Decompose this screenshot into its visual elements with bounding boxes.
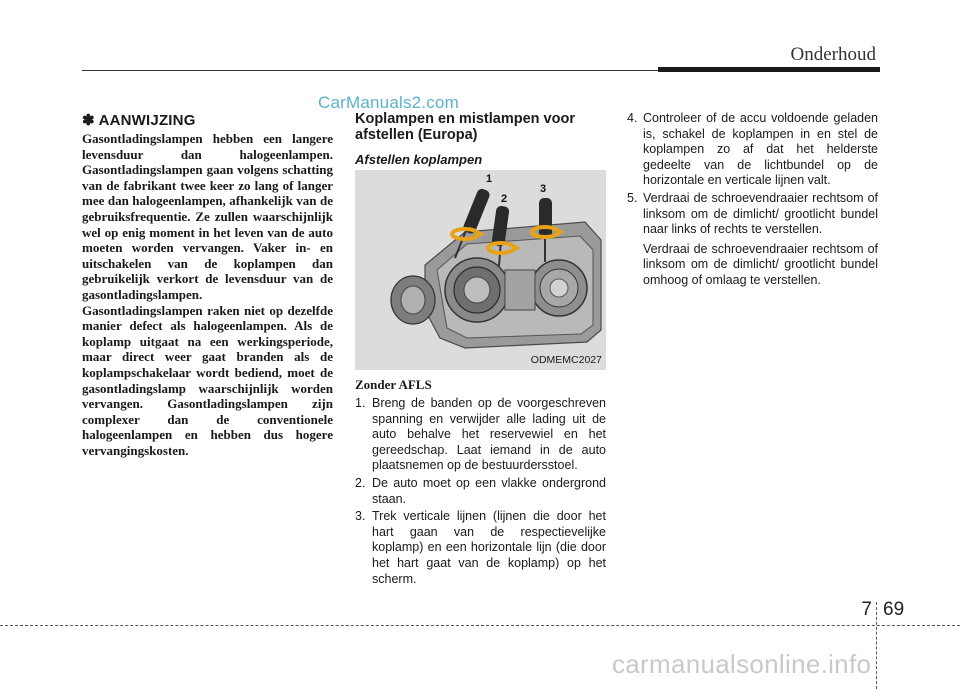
section-title: Onderhoud bbox=[790, 44, 876, 65]
step-number: 5. bbox=[627, 190, 638, 205]
zonder-afls-block bbox=[355, 377, 606, 589]
step-text: Trek verticale lijnen (lijnen die door het hart gaan van de respectievelijke koplamp) en een horizontale lijn (die door het hart gaat van de koplamp) op het scherm. bbox=[372, 509, 606, 586]
step-number: 3. bbox=[355, 509, 366, 524]
watermark-top[interactable]: CarManuals2.com bbox=[318, 93, 459, 112]
note-heading: ✽ AANWIJZING bbox=[82, 112, 196, 129]
step-text: Verdraai de schroevendraaier rechtsom of linksom om de dimlicht/ grootlicht bundel naar links of rechts te verstellen. bbox=[643, 190, 878, 237]
list-item bbox=[627, 191, 878, 289]
page-number: 69 bbox=[883, 599, 905, 620]
step-text: Controleer of de accu voldoende geladen is, schakel de koplampen in en stel de koplampen zo af dat het helderste gedeelte van de lichtbundel op de horizontale en verticale lijnen valt. bbox=[643, 111, 878, 188]
note-paragraph-1: Gasontladingslampen hebben een langere levensduur dan halogeenlampen. Gasontladingslampen gaan volgens schatting van de fabrikant twee keer zo lang of langer mee dan halogeenlampen, afhankelijk van de gebruiksfrequentie. Ze zullen waarschijnlijk wel op enig moment in het leven van de auto moeten worden vervangen. Vaker in- en uitschakelen van de koplampen dan gebruikelijk verkort de levensduur van de gasontladingslampen. bbox=[82, 131, 333, 302]
step-number: 1. bbox=[355, 396, 366, 410]
steps-list bbox=[355, 396, 606, 587]
note-paragraph-2: Gasontladingslampen raken niet op dezelfde manier defect als halogeenlampen. Als de koplamp uitgaat na een werkingsperiode, maar direct weer gaat branden als de koplampschakelaar wordt bediend, moet de gasontladingslamp waarschijnlijk worden vervangen. Gasontladingslampen zijn complexer dan de conventionele halogeenlampen en hebben dus hogere vervangingskosten. bbox=[82, 302, 333, 458]
zonder-afls-heading: Zonder AFLS bbox=[355, 377, 432, 392]
headlamp-illustration bbox=[355, 170, 606, 370]
callout-1: 1 bbox=[486, 173, 493, 185]
footer-rule bbox=[0, 625, 960, 626]
step-text: Breng de banden op de voorgeschreven spanning en verwijder alle lading uit de auto behalve het reservewiel en het gereedschap. Laat iemand in de auto plaatsnemen op de bestuurdersstoel. bbox=[372, 396, 606, 473]
section-header bbox=[355, 111, 606, 167]
header-rule bbox=[82, 70, 658, 71]
header-rule-thick bbox=[658, 67, 880, 72]
callout-3: 3 bbox=[540, 183, 547, 195]
step-text-2: Verdraai de schroevendraaier rechtsom of linksom om de dimlicht/ grootlicht bundel omhoog of omlaag te verstellen. bbox=[643, 241, 878, 287]
step-number: 2. bbox=[355, 475, 366, 490]
footer-separator bbox=[876, 602, 877, 689]
note-column bbox=[82, 111, 333, 458]
section-subheading: Afstellen koplampen bbox=[355, 152, 483, 167]
list-item bbox=[355, 509, 606, 587]
headlamp-adjust-figure bbox=[355, 170, 606, 370]
section-heading: Koplampen en mistlampen voor afstellen (Europa) bbox=[355, 111, 575, 143]
callout-2: 2 bbox=[501, 193, 508, 205]
list-item bbox=[355, 476, 606, 507]
figure-caption: ODMEMC2027 bbox=[530, 354, 602, 366]
list-item bbox=[355, 396, 606, 474]
step-number: 4. bbox=[627, 111, 638, 125]
steps-continued bbox=[627, 111, 878, 291]
chapter-number: 7 bbox=[861, 599, 872, 620]
step-text: De auto moet op een vlakke ondergrond staan. bbox=[372, 475, 606, 506]
watermark-bottom[interactable]: carmanualsonline.info bbox=[612, 649, 872, 679]
list-item bbox=[627, 111, 878, 189]
steps-list-continued bbox=[627, 111, 878, 289]
